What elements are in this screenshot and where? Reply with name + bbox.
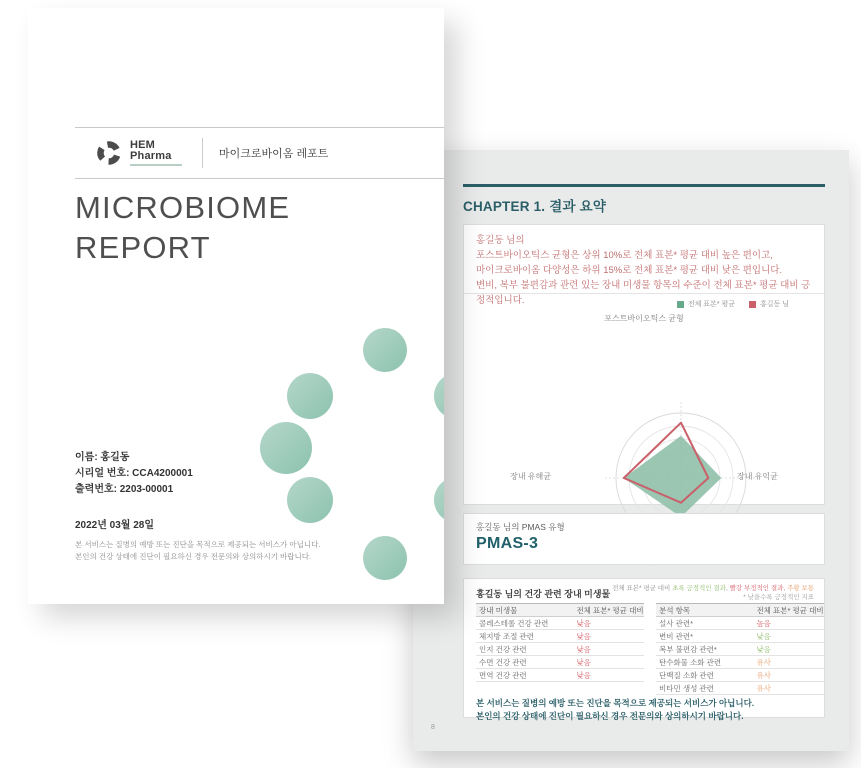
report-disclaimer-line: 본인의 건강 상태에 진단이 필요하신 경우 전문의와 상의하시기 바랍니다.	[476, 710, 744, 721]
analysis-items-table	[656, 603, 824, 695]
logo-line2: Pharma	[130, 150, 172, 162]
microbe-tables-box	[463, 578, 825, 721]
row-label: 설사 관련*	[659, 618, 693, 628]
header-band-top-line	[75, 127, 444, 128]
summary-line: 홍길동 님의	[476, 235, 525, 246]
table-row	[476, 669, 644, 682]
row-value: 유사	[756, 683, 771, 693]
row-value: 유사	[756, 670, 771, 680]
table-row	[656, 682, 824, 695]
table-row	[476, 617, 644, 630]
row-label: 콜레스테롤 건강 관련	[479, 618, 549, 628]
pmas-type-value: PMAS-3	[476, 535, 539, 552]
summary-chart-divider	[464, 293, 824, 294]
row-value: 유사	[756, 657, 771, 667]
report-page	[413, 150, 849, 751]
column-header: 전체 표본* 평균 대비	[576, 605, 644, 615]
table-row	[476, 656, 644, 669]
report-subtitle: 마이크로바이옴 레포트	[219, 148, 329, 160]
summary-line: 마이크로바이옴 다양성은 하위 15%로 전체 표본* 평균 대비 낮은 편입니다.	[476, 265, 783, 276]
color-key-segment: 초록 긍정적인 결과	[672, 585, 726, 592]
table-row	[476, 630, 644, 643]
report-disclaimer-line: 본 서비스는 질병의 예방 또는 진단을 목적으로 제공되는 서비스가 아닙니다.	[476, 698, 755, 708]
logo-divider	[202, 138, 203, 168]
legend-swatch-user	[749, 301, 756, 308]
info-print-number: 출력번호: 2203-00001	[75, 484, 174, 495]
row-value: 높음	[756, 618, 771, 628]
row-label: 인지 건강 관련	[479, 644, 527, 654]
row-label: 탄수화물 소화 관련	[659, 657, 722, 667]
row-value: 낮음	[576, 631, 591, 641]
cover-title-line2: REPORT	[75, 230, 211, 265]
color-key-segment: 빨강 부정적인 결과	[729, 585, 784, 592]
row-value: 낮음	[756, 631, 771, 641]
column-header: 전체 표본* 평균 대비	[756, 605, 824, 615]
row-label: 비타민 생성 관련	[659, 683, 714, 693]
legend-swatch-average	[677, 301, 684, 308]
row-value: 낮음	[576, 618, 591, 628]
table-row	[656, 643, 824, 656]
hem-pharma-logo-text	[130, 140, 182, 166]
radar-legend	[677, 299, 789, 309]
gut-microbe-table	[476, 603, 644, 682]
header-band-bottom-line	[75, 178, 444, 179]
cover-info-block	[75, 450, 193, 498]
radar-axis-label-top: 포스트바이오틱스 균형	[604, 314, 684, 323]
table-row	[656, 617, 824, 630]
pmas-heading: 홍길동 님의 PMAS 유형	[476, 522, 565, 532]
summary-line: 포스트바이오틱스 균형은 상위 10%로 전체 표본* 평균 대비 높은 편이고,	[476, 250, 773, 261]
page-number: 8	[431, 724, 435, 731]
summary-line: 변비, 복부 불편감과 관련 있는 장내 미생물 항목의 수준이 전체 표본* 평균 대비 긍정적입니다.	[476, 280, 811, 306]
footnote-lower-is-better: * 낮을수록 긍정적인 지표	[743, 594, 814, 601]
chapter-title: CHAPTER 1. 결과 요약	[463, 199, 607, 214]
color-key-line	[612, 584, 814, 593]
color-key-segment: ,	[725, 585, 730, 592]
radar-axis-label-left: 장내 유해균	[510, 472, 551, 481]
cover-disclaimer	[75, 539, 320, 563]
table-row	[656, 630, 824, 643]
cover-disclaimer-line: 본 서비스는 질병의 예방 또는 진단을 목적으로 제공되는 서비스가 아닙니다.	[75, 540, 321, 549]
chapter-divider-rule	[463, 184, 825, 187]
info-name: 이름: 홍길동	[75, 452, 130, 463]
radar-axis-label-right: 장내 유익균	[737, 472, 778, 481]
cover-title-line1: MICROBIOME	[75, 190, 291, 225]
header-logo-row	[94, 134, 328, 172]
color-key-note	[612, 584, 814, 602]
legend-item-user	[749, 299, 789, 309]
summary-chart-box	[463, 224, 825, 505]
logo-tagline-bar	[130, 164, 182, 166]
row-value: 낮음	[756, 644, 771, 654]
cover-date: 2022년 03월 28일	[75, 520, 155, 531]
analysis-items-table-header-row	[656, 603, 824, 617]
report-disclaimer	[476, 697, 754, 722]
summary-text	[476, 233, 812, 308]
cover-disclaimer-line: 본인의 건강 상태에 진단이 필요하신 경우 전문의와 상의하시기 바랍니다.	[75, 552, 312, 561]
hem-pharma-logo-icon	[94, 138, 124, 168]
legend-item-average	[677, 299, 735, 309]
gut-microbe-table-header-row	[476, 603, 644, 617]
cover-title	[75, 188, 290, 268]
row-label: 변비 관련*	[659, 631, 693, 641]
tables-heading: 홍길동 님의 건강 관련 장내 미생물	[476, 589, 611, 599]
column-header: 분석 항목	[659, 605, 691, 615]
table-row	[476, 643, 644, 656]
row-value: 낮음	[576, 644, 591, 654]
cover-page	[28, 8, 444, 604]
row-label: 체지방 조절 관련	[479, 631, 534, 641]
column-header: 장내 미생물	[479, 605, 518, 615]
legend-label-user: 홍길동 님	[760, 301, 789, 308]
table-row	[656, 656, 824, 669]
info-serial-number: 시리얼 번호: CCA4200001	[75, 468, 193, 479]
row-label: 수면 건강 관련	[479, 657, 527, 667]
row-value: 낮음	[576, 670, 591, 680]
color-key-segment: ,	[783, 585, 788, 592]
color-key-segment: 전체 표본* 평균 대비	[612, 585, 673, 592]
legend-label-average: 전체 표본* 평균	[687, 301, 735, 308]
table-row	[656, 669, 824, 682]
row-label: 면역 건강 관련	[479, 670, 527, 680]
row-value: 낮음	[576, 657, 591, 667]
row-label: 복부 불편감 관련*	[659, 644, 717, 654]
color-key-segment: 주황 보통	[787, 585, 814, 592]
row-label: 단백질 소화 관련	[659, 670, 714, 680]
pmas-box	[463, 513, 825, 565]
logo-line1: HEM	[130, 139, 156, 151]
